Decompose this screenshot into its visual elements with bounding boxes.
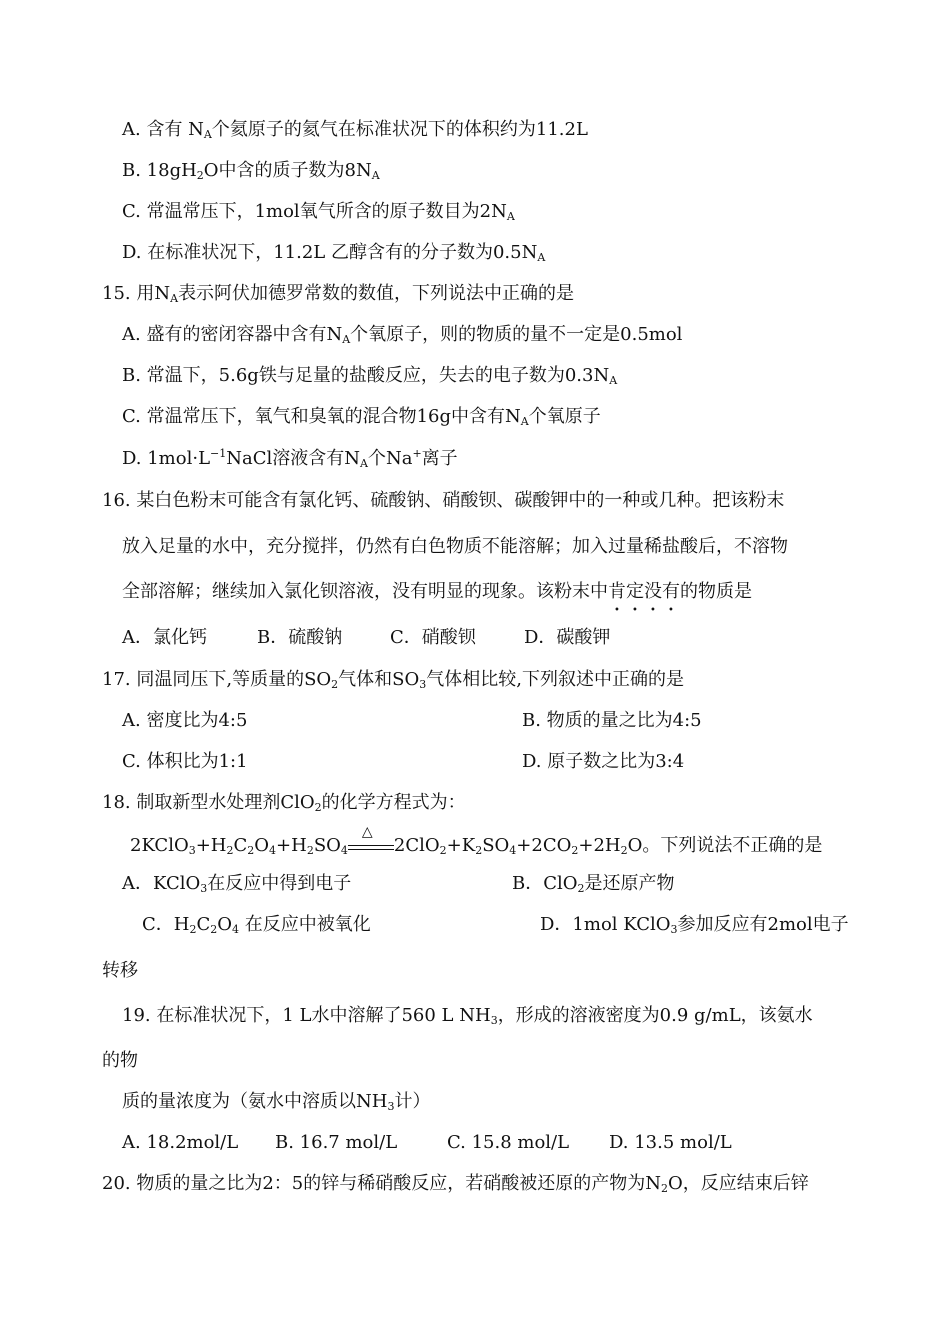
q18-option-d-wrap: 转移 (102, 960, 138, 981)
q14-option-d: D. 在标准状况下，11.2L 乙醇含有的分子数为$0.5N_A$ (122, 242, 546, 264)
q16-stem-line-2: 放入足量的水中，充分搅拌，仍然有白色物质不能溶解；加入过量稀盐酸后，不溶物 (122, 536, 788, 557)
q14-option-b: B. $18gH_2O$中含的质子数为$8N_A$ (122, 160, 380, 182)
q14-option-c: C. 常温常压下，1mol氧气所含的原子数目为$2N_A$ (122, 201, 515, 223)
q15-option-c: C. 常温常压下，氧气和臭氧的混合物16g中含有$N_A$个氧原子 (122, 406, 601, 428)
emphasis-char: 定 (626, 581, 644, 602)
q19-stem-line-1: 19. 在标准状况下，1 L水中溶解了560 L $NH_3$，形成的溶液密度为0.9 g/mL，该氨水 (122, 1005, 813, 1027)
q20-stem-line-1: 20. 物质的量之比为2：5的锌与稀硝酸反应，若硝酸被还原的产物为$N_2O$，反应结束后锌 (102, 1173, 809, 1195)
emphasis-char: 肯 (608, 581, 626, 602)
emphasis-char: 没 (644, 581, 662, 602)
heat-triangle-icon: △ (361, 824, 373, 840)
q16-stem-line-1: 16. 某白色粉末可能含有氯化钙、硫酸钠、硝酸钡、碳酸钾中的一种或几种。把该粉末 (102, 490, 785, 511)
q18-option-b: B．ClO$_2$是还原产物 (512, 873, 675, 895)
q15-stem: 15. 用$N_A$表示阿伏加德罗常数的数值，下列说法中正确的是 (102, 283, 575, 305)
q18-option-c: C．$H_2C_2O_4$ 在反应中被氧化 (142, 914, 371, 936)
q16-stem-line-3: 全部溶解；继续加入氯化钡溶液，没有明显的现象。该粉末中肯定没有的物质是 (122, 581, 752, 602)
q17-stem: 17. 同温同压下,等质量的$SO_2$气体和$SO_3$气体相比较,下列叙述中正确的是 (102, 669, 684, 691)
q17-option-b: B. 物质的量之比为4:5 (522, 710, 702, 731)
reaction-condition-equals (348, 824, 394, 858)
q17-option-d: D. 原子数之比为3:4 (522, 751, 685, 772)
q15-option-b: B. 常温下，5.6g铁与足量的盐酸反应，失去的电子数为$0.3N_A$ (122, 365, 618, 387)
q18-stem: 18. 制取新型水处理剂ClO$_2$的化学方程式为： (102, 792, 466, 814)
q17-option-c: C. 体积比为1:1 (122, 751, 248, 772)
q17-option-a: A. 密度比为4:5 (122, 710, 248, 731)
q15-option-d: D. $1mol\cdot L^{-1}NaCl$溶液含有$N_A$个Na+离子 (122, 447, 458, 470)
q18-equation: $2KClO_3+H_2C_2O_4+H_2SO_4$ △ $2ClO_2+K_2SO_4+2CO_2+2H_2O$。下列说法不正确的是 (130, 834, 822, 858)
q18-option-a: A．KClO$_3$在反应中得到电子 (122, 873, 352, 895)
q15-option-a: A. 盛有的密闭容器中含有$N_A$个氧原子，则的物质的量不一定是0.5mol (122, 324, 683, 346)
q19-stem-line-3: 质的量浓度为（氨水中溶质以$NH_3$计） (122, 1091, 431, 1113)
emphasis-char: 有 (662, 581, 680, 602)
q14-option-a: A. 含有 $N_A$个氦原子的氦气在标准状况下的体积约为11.2L (122, 119, 588, 141)
q18-option-d: D．1mol KClO$_3$参加反应有2mol电子 (540, 914, 849, 936)
q19-options: A. 18.2mol/L B. 16.7 mol/L C. 15.8 mol/L D. 13.5 mol/L (122, 1132, 732, 1153)
q16-options: A．氯化钙 B．硫酸钠 C．硝酸钡 D．碳酸钾 (122, 627, 611, 648)
q19-stem-line-2: 的物 (102, 1050, 138, 1071)
